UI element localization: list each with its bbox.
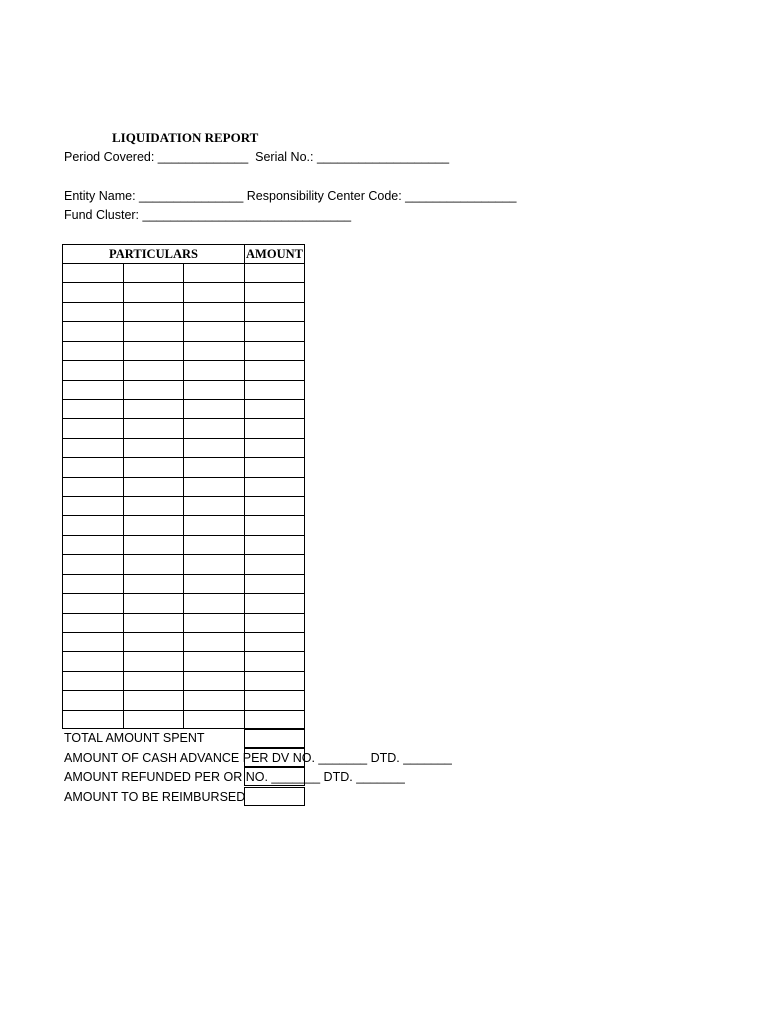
table-row <box>62 710 305 711</box>
table-row <box>62 418 305 419</box>
table-row <box>62 438 305 439</box>
cash-advance-label: AMOUNT OF CASH ADVANCE PER DV NO. _______ DTD. _______ <box>64 751 452 765</box>
table-row <box>62 341 305 342</box>
table-row <box>62 632 305 633</box>
entity-responsibility-line: Entity Name: _______________ Responsibility Center Code: ________________ <box>64 189 517 203</box>
table-row <box>62 613 305 614</box>
reimbursed-box <box>244 787 305 806</box>
period-serial-line: Period Covered: _____________ Serial No.: ___________________ <box>64 150 450 164</box>
table-row <box>62 554 305 555</box>
table-row <box>62 399 305 400</box>
table-row <box>62 380 305 381</box>
table-row <box>62 282 305 283</box>
table-row <box>62 302 305 303</box>
header-particulars: PARTICULARS <box>109 247 198 261</box>
table-row <box>62 651 305 652</box>
total-spent-label: TOTAL AMOUNT SPENT <box>64 731 205 745</box>
table-row <box>62 321 305 322</box>
table-row <box>62 360 305 361</box>
amount-column-divider <box>244 244 245 729</box>
table-row <box>62 496 305 497</box>
table-row <box>62 690 305 691</box>
table-row <box>62 593 305 594</box>
header-amount: AMOUNT <box>246 247 303 261</box>
table-row <box>62 535 305 536</box>
fund-cluster-line: Fund Cluster: ______________________________ <box>64 208 352 222</box>
table-row <box>62 574 305 575</box>
refunded-label: AMOUNT REFUNDED PER OR NO. _______ DTD. _______ <box>64 770 405 784</box>
table-row <box>62 263 305 264</box>
table-row <box>62 515 305 516</box>
reimbursed-label: AMOUNT TO BE REIMBURSED <box>64 790 246 804</box>
table-row <box>62 457 305 458</box>
total-amount-box <box>244 729 305 748</box>
report-title: LIQUIDATION REPORT <box>112 130 259 145</box>
table-row <box>62 477 305 478</box>
table-row <box>62 671 305 672</box>
